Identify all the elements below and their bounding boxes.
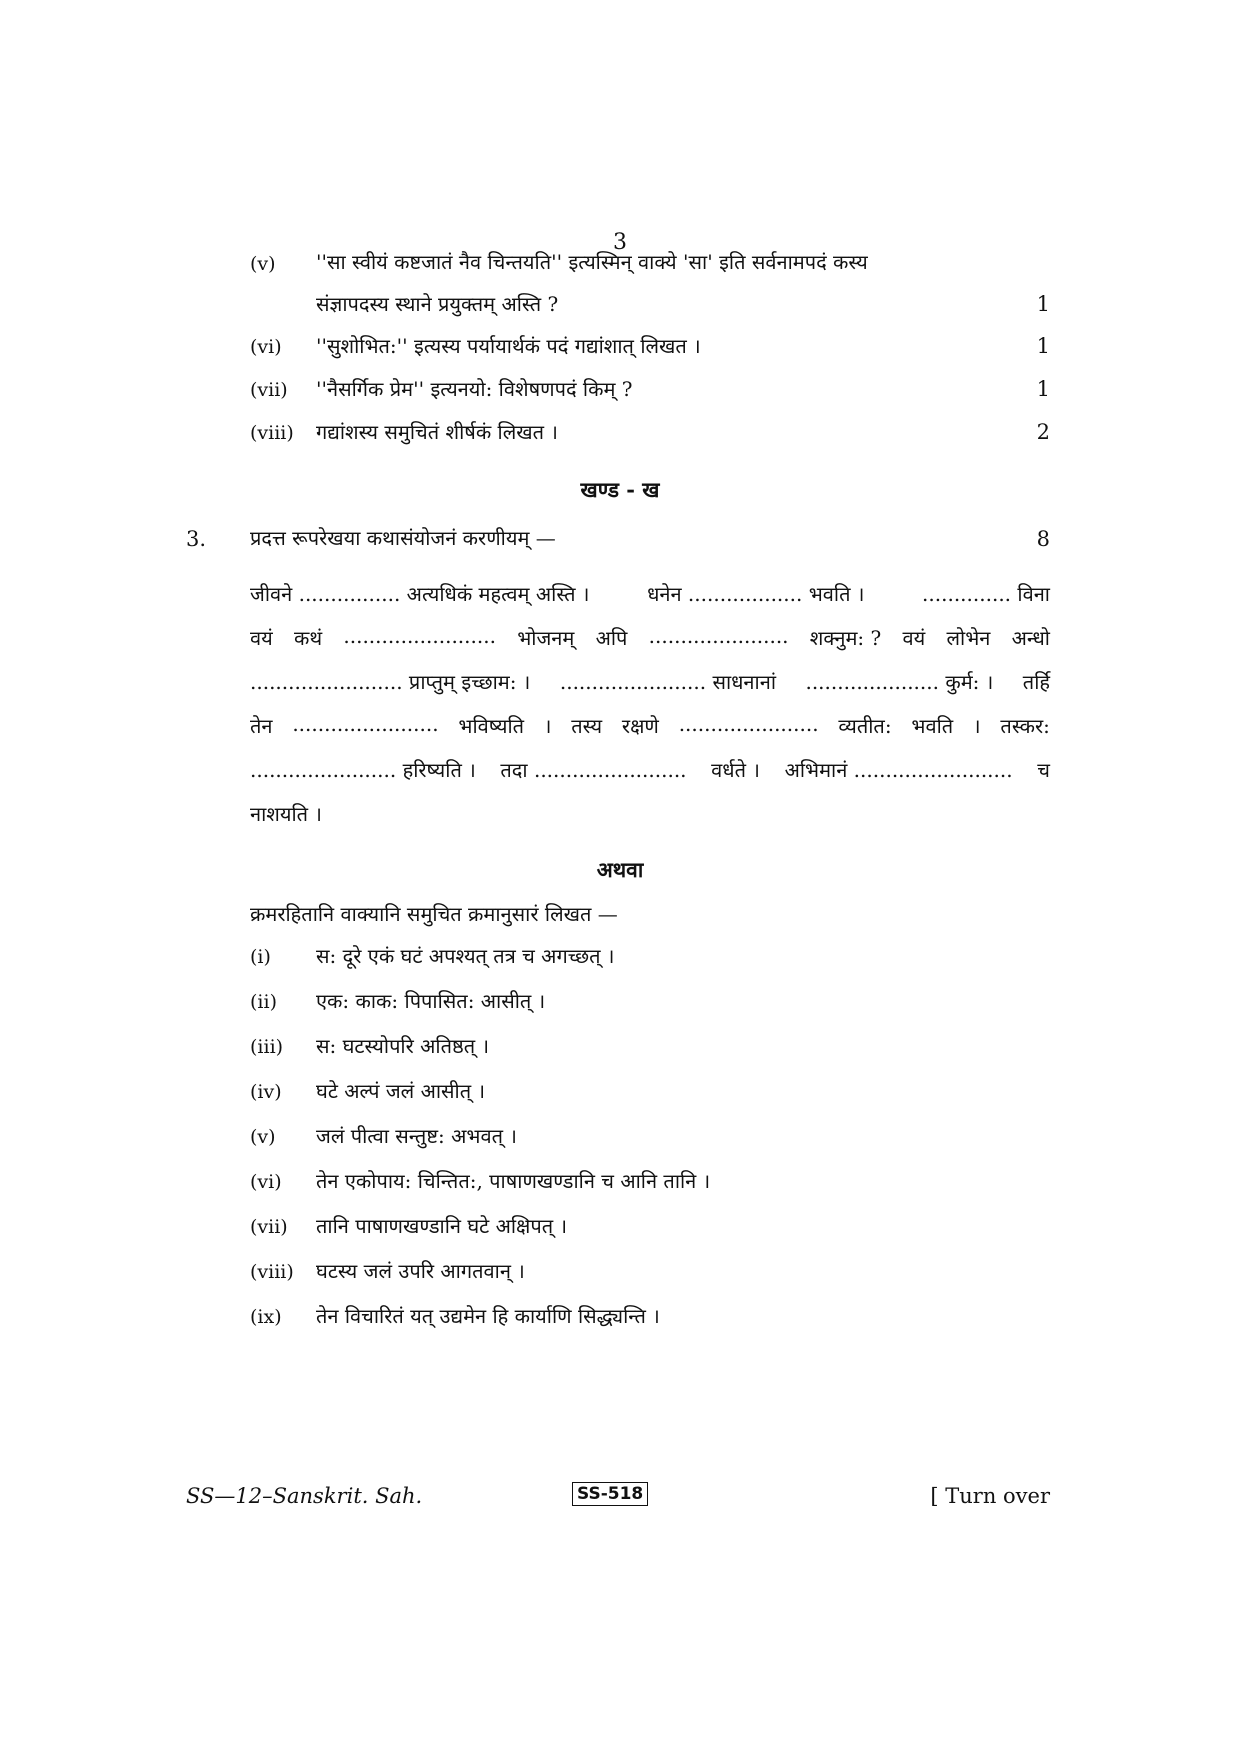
question-prompt: प्रदत्त रूपरेखया कथासंयोजनं करणीयम् — (250, 526, 556, 550)
item-number: (vii) (250, 1216, 288, 1238)
reorder-sentence: स: दूरे एकं घटं अपश्यत् तत्र च अगच्छत् । (316, 944, 615, 968)
item-number: (ix) (250, 1306, 282, 1328)
footer-paper-code: SS—12–Sanskrit. Sah. (186, 1484, 423, 1508)
item-number: (iii) (250, 1036, 284, 1058)
page-number: 3 (613, 230, 627, 255)
section-heading: खण्ड - ख (580, 477, 660, 502)
footer-set-code: SS-518 (572, 1482, 648, 1506)
item-number: (iv) (250, 1081, 282, 1103)
marks: 1 (1036, 334, 1050, 358)
question-text: ''नैसर्गिक प्रेम'' इत्यनयो: विशेषणपदं किम् ? (316, 377, 633, 401)
story-line: ....................... हरिष्यति । तदा ........................ वर्धते । अभिमानं ......................... च (250, 758, 1050, 782)
item-number: (v) (250, 1126, 276, 1148)
or-heading: अथवा (596, 857, 644, 882)
reorder-sentence: घटे अल्पं जलं आसीत् । (316, 1079, 486, 1103)
question-text: संज्ञापदस्य स्थाने प्रयुक्तम् अस्ति ? (316, 292, 559, 316)
marks: 2 (1036, 420, 1050, 444)
marks: 1 (1036, 292, 1050, 316)
marks: 1 (1036, 377, 1050, 401)
item-number: (viii) (250, 1261, 294, 1283)
question-text: ''सा स्वीयं कष्टजातं नैव चिन्तयति'' इत्यस्मिन् वाक्ये 'सा' इति सर्वनामपदं कस्य (316, 250, 868, 274)
reorder-prompt: क्रमरहितानि वाक्यानि समुचित क्रमानुसारं लिखत — (250, 902, 618, 926)
reorder-sentence: घटस्य जलं उपरि आगतवान् । (316, 1259, 525, 1283)
turn-over-note: [ Turn over (930, 1484, 1050, 1508)
story-line: नाशयति । (250, 802, 322, 826)
item-number: (vi) (250, 1171, 282, 1193)
item-number: (vi) (250, 336, 282, 358)
reorder-sentence: एक: काक: पिपासित: आसीत् । (316, 989, 546, 1013)
story-line: जीवने ................ अत्यधिकं महत्वम् अस्ति । धनेन .................. भवति । .............. विना (250, 582, 1050, 606)
reorder-sentence: तानि पाषाणखण्डानि घटे अक्षिपत् । (316, 1214, 568, 1238)
item-number: (i) (250, 946, 271, 968)
item-number: (vii) (250, 379, 288, 401)
reorder-sentence: जलं पीत्वा सन्तुष्ट: अभवत् । (316, 1124, 517, 1148)
story-line: वयं कथं ........................ भोजनम् अपि ...................... शक्नुम: ? वयं लोभेन अन्धो (250, 624, 1050, 650)
item-number: (viii) (250, 422, 294, 444)
question-text: ''सुशोभित:'' इत्यस्य पर्यायार्थकं पदं गद्यांशात् लिखत । (316, 334, 701, 358)
reorder-sentence: तेन विचारितं यत् उद्यमेन हि कार्याणि सिद्ध्यन्ति । (316, 1304, 660, 1328)
story-line: ........................ प्राप्तुम् इच्छाम: । ....................... साधनानां ..................... कुर्म: । तर्हि (250, 670, 1050, 694)
story-line: तेन ....................... भविष्यति । तस्य रक्षणे ...................... व्यतीत: भवति । तस्कर: (250, 712, 1050, 738)
question-text: गद्यांशस्य समुचितं शीर्षकं लिखत । (316, 420, 558, 444)
marks: 8 (1036, 527, 1050, 551)
reorder-sentence: स: घटस्योपरि अतिष्ठत् । (316, 1034, 490, 1058)
question-number: 3. (186, 527, 207, 551)
item-number: (ii) (250, 991, 277, 1013)
reorder-sentence: तेन एकोपाय: चिन्तित:, पाषाणखण्डानि च आनि तानि । (316, 1169, 711, 1193)
item-number: (v) (250, 253, 276, 275)
